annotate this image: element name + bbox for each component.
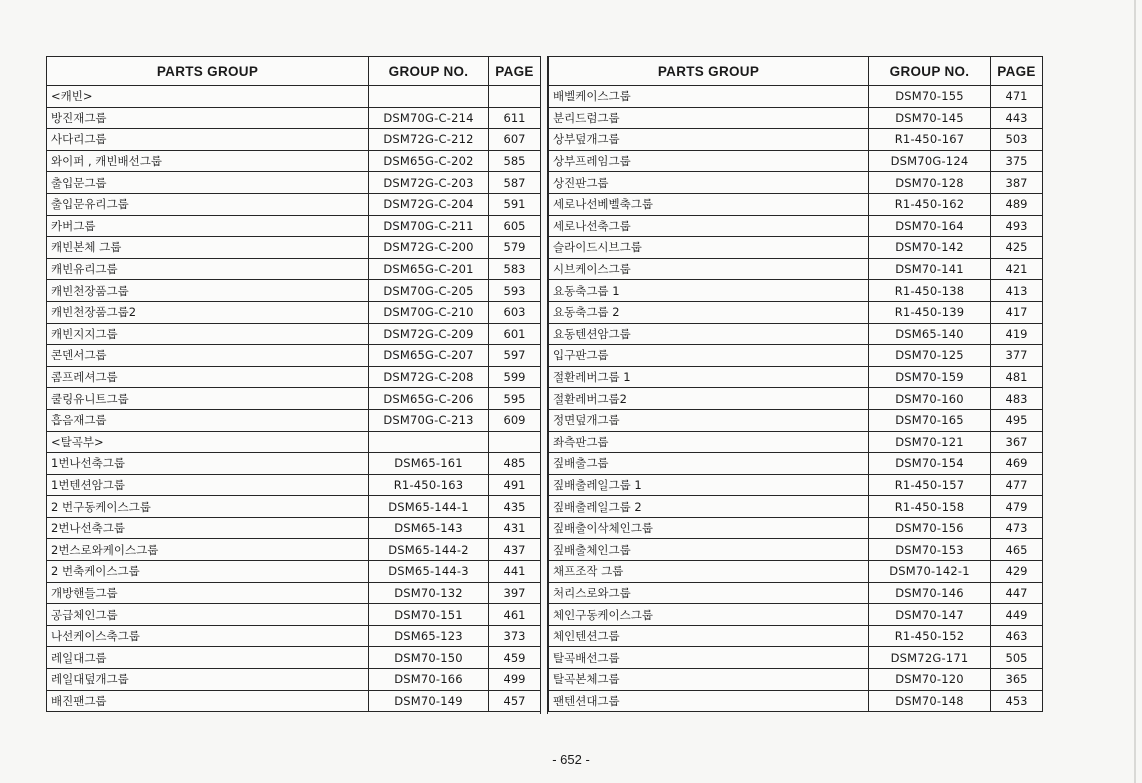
group-no: DSM70-160 xyxy=(869,388,991,410)
page-ref: 441 xyxy=(489,561,541,583)
table-row xyxy=(549,193,1043,215)
page-ref xyxy=(489,86,541,108)
page-ref: 435 xyxy=(489,496,541,518)
part-name: 상부프레임그룹 xyxy=(549,150,869,172)
page-ref: 469 xyxy=(991,453,1043,475)
group-no: DSM65-143 xyxy=(369,517,489,539)
group-no: R1-450-138 xyxy=(869,280,991,302)
part-name: 슬라이드시브그룹 xyxy=(549,237,869,259)
page-ref: 495 xyxy=(991,409,1043,431)
group-no: R1-450-163 xyxy=(369,474,489,496)
page-ref: 595 xyxy=(489,388,541,410)
header-group-no: GROUP NO. xyxy=(869,57,991,86)
part-name: 쿨링유니트그룹 xyxy=(47,388,369,410)
page-ref: 607 xyxy=(489,129,541,151)
page-ref: 429 xyxy=(991,561,1043,583)
group-no: DSM65G-C-207 xyxy=(369,345,489,367)
page-ref: 483 xyxy=(991,388,1043,410)
table-row xyxy=(549,366,1043,388)
part-name: 요동축그룹 2 xyxy=(549,301,869,323)
group-no: DSM70-120 xyxy=(869,669,991,691)
table-row xyxy=(47,129,541,151)
part-name: 상진판그룹 xyxy=(549,172,869,194)
part-name: 짚배출레일그룹 2 xyxy=(549,496,869,518)
part-name: 입구판그룹 xyxy=(549,345,869,367)
group-no: R1-450-139 xyxy=(869,301,991,323)
group-no: DSM72G-C-204 xyxy=(369,193,489,215)
part-name: 좌측판그룹 xyxy=(549,431,869,453)
page-ref: 605 xyxy=(489,215,541,237)
group-no: DSM70G-C-210 xyxy=(369,301,489,323)
part-name: 배진팬그룹 xyxy=(47,690,369,712)
page-ref: 417 xyxy=(991,301,1043,323)
page-ref: 465 xyxy=(991,539,1043,561)
table-row xyxy=(47,517,541,539)
table-row xyxy=(47,625,541,647)
page-ref: 471 xyxy=(991,86,1043,108)
part-name: 나선케이스축그룹 xyxy=(47,625,369,647)
group-no: R1-450-158 xyxy=(869,496,991,518)
part-name: 체인구동케이스그룹 xyxy=(549,604,869,626)
group-no: DSM70-148 xyxy=(869,690,991,712)
group-no: DSM65-140 xyxy=(869,323,991,345)
page-ref: 499 xyxy=(489,669,541,691)
group-no: DSM70-153 xyxy=(869,539,991,561)
page-ref: 431 xyxy=(489,517,541,539)
table-row xyxy=(47,496,541,518)
page-ref: 599 xyxy=(489,366,541,388)
table-row xyxy=(549,690,1043,712)
table-row xyxy=(549,215,1043,237)
header-page: PAGE xyxy=(991,57,1043,86)
page-ref: 477 xyxy=(991,474,1043,496)
group-no: DSM65G-C-206 xyxy=(369,388,489,410)
part-name: 탈곡배선그룹 xyxy=(549,647,869,669)
group-no: DSM72G-C-212 xyxy=(369,129,489,151)
table-row xyxy=(47,409,541,431)
group-no: DSM70-128 xyxy=(869,172,991,194)
page-ref: 425 xyxy=(991,237,1043,259)
group-no: R1-450-152 xyxy=(869,625,991,647)
page-ref: 447 xyxy=(991,582,1043,604)
group-no: R1-450-157 xyxy=(869,474,991,496)
part-name: 사다리그룹 xyxy=(47,129,369,151)
part-name: 요동축그룹 1 xyxy=(549,280,869,302)
table-row xyxy=(549,258,1043,280)
page-ref xyxy=(489,431,541,453)
group-no: DSM70-151 xyxy=(369,604,489,626)
part-name: 시브케이스그룹 xyxy=(549,258,869,280)
parts-index-sheet xyxy=(46,56,1044,714)
page-ref: 481 xyxy=(991,366,1043,388)
table-row xyxy=(549,237,1043,259)
table-row xyxy=(549,561,1043,583)
page-edge-shadow xyxy=(1134,0,1136,783)
part-name: 요동텐션암그룹 xyxy=(549,323,869,345)
group-no: DSM70-155 xyxy=(869,86,991,108)
table-row xyxy=(549,345,1043,367)
group-no xyxy=(369,86,489,108)
part-name: 2번나선축그룹 xyxy=(47,517,369,539)
group-no: DSM65G-C-202 xyxy=(369,150,489,172)
group-no: DSM70-166 xyxy=(369,669,489,691)
page-ref: 603 xyxy=(489,301,541,323)
page-number: - 652 - xyxy=(552,752,590,767)
part-name: 캐빈유리그룹 xyxy=(47,258,369,280)
table-row xyxy=(549,301,1043,323)
header-row xyxy=(47,57,541,86)
part-name: 팬텐션대그룹 xyxy=(549,690,869,712)
table-row xyxy=(549,388,1043,410)
part-name: 흡음재그룹 xyxy=(47,409,369,431)
table-row xyxy=(47,150,541,172)
part-name: 배벨케이스그룹 xyxy=(549,86,869,108)
part-name: 1번텐션암그룹 xyxy=(47,474,369,496)
part-name: 세로나선축그룹 xyxy=(549,215,869,237)
table-row xyxy=(47,474,541,496)
table-row xyxy=(549,129,1043,151)
table-row xyxy=(47,301,541,323)
parts-table-left xyxy=(46,56,541,712)
table-row xyxy=(47,258,541,280)
page-ref: 437 xyxy=(489,539,541,561)
page-ref: 587 xyxy=(489,172,541,194)
table-row xyxy=(47,453,541,475)
part-name: 탈곡본체그룹 xyxy=(549,669,869,691)
group-no: DSM70-141 xyxy=(869,258,991,280)
table-row xyxy=(549,669,1043,691)
group-no: DSM70G-C-213 xyxy=(369,409,489,431)
page-ref: 373 xyxy=(489,625,541,647)
part-name: 개방핸들그룹 xyxy=(47,582,369,604)
part-name: 레일대그룹 xyxy=(47,647,369,669)
table-row xyxy=(47,107,541,129)
group-no: DSM70-142-1 xyxy=(869,561,991,583)
group-no: DSM65G-C-201 xyxy=(369,258,489,280)
part-name: 1번나선축그룹 xyxy=(47,453,369,475)
table-row xyxy=(47,172,541,194)
part-name: 와이퍼 , 캐빈배선그룹 xyxy=(47,150,369,172)
page-ref: 457 xyxy=(489,690,541,712)
group-no: DSM70-121 xyxy=(869,431,991,453)
group-no: DSM72G-171 xyxy=(869,647,991,669)
table-row xyxy=(549,150,1043,172)
group-no: DSM70G-C-211 xyxy=(369,215,489,237)
table-row xyxy=(549,474,1043,496)
table-row xyxy=(47,690,541,712)
table-row xyxy=(47,215,541,237)
header-parts-group: PARTS GROUP xyxy=(549,57,869,86)
table-row xyxy=(549,647,1043,669)
page-ref: 597 xyxy=(489,345,541,367)
part-name: 짚배출레일그룹 1 xyxy=(549,474,869,496)
part-name: 짚배출체인그룹 xyxy=(549,539,869,561)
group-no: DSM70G-124 xyxy=(869,150,991,172)
part-name: 출입문유리그룹 xyxy=(47,193,369,215)
section-row xyxy=(47,431,541,453)
part-name: 캐빈천장품그룹 xyxy=(47,280,369,302)
table-row xyxy=(47,323,541,345)
table-row xyxy=(549,323,1043,345)
page-ref: 419 xyxy=(991,323,1043,345)
part-name: 처리스로와그룹 xyxy=(549,582,869,604)
header-parts-group: PARTS GROUP xyxy=(47,57,369,86)
group-no: R1-450-167 xyxy=(869,129,991,151)
table-row xyxy=(549,107,1043,129)
table-row xyxy=(549,280,1043,302)
page-ref: 485 xyxy=(489,453,541,475)
page-ref: 459 xyxy=(489,647,541,669)
part-name: 절환레버그룹 1 xyxy=(549,366,869,388)
table-row xyxy=(47,193,541,215)
page-ref: 449 xyxy=(991,604,1043,626)
table-row xyxy=(47,604,541,626)
page-ref: 387 xyxy=(991,172,1043,194)
part-name: 카버그룹 xyxy=(47,215,369,237)
group-no: DSM70-145 xyxy=(869,107,991,129)
page-ref: 413 xyxy=(991,280,1043,302)
page-ref: 443 xyxy=(991,107,1043,129)
parts-table-left-body xyxy=(47,86,541,712)
table-row xyxy=(47,669,541,691)
group-no: DSM65-144-1 xyxy=(369,496,489,518)
page-ref: 461 xyxy=(489,604,541,626)
part-name: 레일대덮개그룹 xyxy=(47,669,369,691)
part-name: 절환레버그룹2 xyxy=(549,388,869,410)
table-row xyxy=(47,366,541,388)
part-name: 콘덴서그룹 xyxy=(47,345,369,367)
group-no: DSM70-132 xyxy=(369,582,489,604)
group-no: DSM72G-C-200 xyxy=(369,237,489,259)
table-row xyxy=(549,453,1043,475)
part-name: 캐빈지지그룹 xyxy=(47,323,369,345)
page-ref: 421 xyxy=(991,258,1043,280)
page-ref: 505 xyxy=(991,647,1043,669)
page-ref: 601 xyxy=(489,323,541,345)
parts-table-right-body xyxy=(549,86,1043,712)
group-no: DSM65-144-3 xyxy=(369,561,489,583)
part-name: 2번스로와케이스그룹 xyxy=(47,539,369,561)
header-page: PAGE xyxy=(489,57,541,86)
page-ref: 503 xyxy=(991,129,1043,151)
table-row xyxy=(47,539,541,561)
page-ref: 377 xyxy=(991,345,1043,367)
group-no: DSM70-147 xyxy=(869,604,991,626)
part-name: 상부덮개그룹 xyxy=(549,129,869,151)
page-ref: 591 xyxy=(489,193,541,215)
group-no: DSM70-146 xyxy=(869,582,991,604)
part-name: 캐빈천장품그룹2 xyxy=(47,301,369,323)
group-no: DSM72G-C-209 xyxy=(369,323,489,345)
part-name: 2 번구동케이스그룹 xyxy=(47,496,369,518)
group-no: DSM65-161 xyxy=(369,453,489,475)
page-ref: 491 xyxy=(489,474,541,496)
table-row xyxy=(47,237,541,259)
part-name: 짚배출그룹 xyxy=(549,453,869,475)
group-no: DSM65-144-2 xyxy=(369,539,489,561)
part-name: 공급체인그룹 xyxy=(47,604,369,626)
header-row xyxy=(549,57,1043,86)
group-no: DSM70-150 xyxy=(369,647,489,669)
group-no: DSM70-125 xyxy=(869,345,991,367)
section-row xyxy=(47,86,541,108)
table-row xyxy=(549,431,1043,453)
group-no: DSM70-154 xyxy=(869,453,991,475)
page-ref: 493 xyxy=(991,215,1043,237)
page-ref: 611 xyxy=(489,107,541,129)
table-row xyxy=(549,409,1043,431)
part-name: 분리드럼그룹 xyxy=(549,107,869,129)
part-name: 방진재그룹 xyxy=(47,107,369,129)
table-row xyxy=(549,172,1043,194)
page-ref: 579 xyxy=(489,237,541,259)
group-no: DSM70-159 xyxy=(869,366,991,388)
table-row xyxy=(47,582,541,604)
header-group-no: GROUP NO. xyxy=(369,57,489,86)
table-row xyxy=(549,539,1043,561)
page-ref: 463 xyxy=(991,625,1043,647)
page-ref: 453 xyxy=(991,690,1043,712)
group-no: DSM65-123 xyxy=(369,625,489,647)
part-name: 콤프레셔그룹 xyxy=(47,366,369,388)
part-name: 출입문그룹 xyxy=(47,172,369,194)
group-no: DSM70-164 xyxy=(869,215,991,237)
table-row xyxy=(549,625,1043,647)
page-ref: 585 xyxy=(489,150,541,172)
column-divider xyxy=(540,56,548,714)
page-ref: 365 xyxy=(991,669,1043,691)
group-no: R1-450-162 xyxy=(869,193,991,215)
page-ref: 397 xyxy=(489,582,541,604)
page-ref: 367 xyxy=(991,431,1043,453)
group-no: DSM70G-C-214 xyxy=(369,107,489,129)
table-row xyxy=(47,647,541,669)
part-name: 체인텐션그룹 xyxy=(549,625,869,647)
group-no: DSM72G-C-203 xyxy=(369,172,489,194)
group-no: DSM70-165 xyxy=(869,409,991,431)
page-ref: 489 xyxy=(991,193,1043,215)
page-ref: 609 xyxy=(489,409,541,431)
parts-table-right xyxy=(548,56,1043,712)
page-ref: 479 xyxy=(991,496,1043,518)
group-no: DSM70-156 xyxy=(869,517,991,539)
table-row xyxy=(47,280,541,302)
page-ref: 583 xyxy=(489,258,541,280)
table-row xyxy=(549,517,1043,539)
part-name: 정면덮개그룹 xyxy=(549,409,869,431)
part-name: 세로나선베벨축그룹 xyxy=(549,193,869,215)
page-ref: 375 xyxy=(991,150,1043,172)
part-name: 2 번축케이스그룹 xyxy=(47,561,369,583)
part-name: 짚배출이삭체인그룹 xyxy=(549,517,869,539)
group-no: DSM70G-C-205 xyxy=(369,280,489,302)
table-row xyxy=(549,582,1043,604)
group-no: DSM70-142 xyxy=(869,237,991,259)
table-row xyxy=(47,388,541,410)
page-ref: 473 xyxy=(991,517,1043,539)
table-row xyxy=(549,496,1043,518)
table-row xyxy=(47,345,541,367)
group-no xyxy=(369,431,489,453)
table-row xyxy=(549,86,1043,108)
part-name: <탈곡부> xyxy=(47,431,369,453)
part-name: <캐빈> xyxy=(47,86,369,108)
part-name: 캐빈본체 그룹 xyxy=(47,237,369,259)
group-no: DSM72G-C-208 xyxy=(369,366,489,388)
part-name: 채프조작 그룹 xyxy=(549,561,869,583)
table-row xyxy=(47,561,541,583)
group-no: DSM70-149 xyxy=(369,690,489,712)
table-row xyxy=(549,604,1043,626)
page-ref: 593 xyxy=(489,280,541,302)
